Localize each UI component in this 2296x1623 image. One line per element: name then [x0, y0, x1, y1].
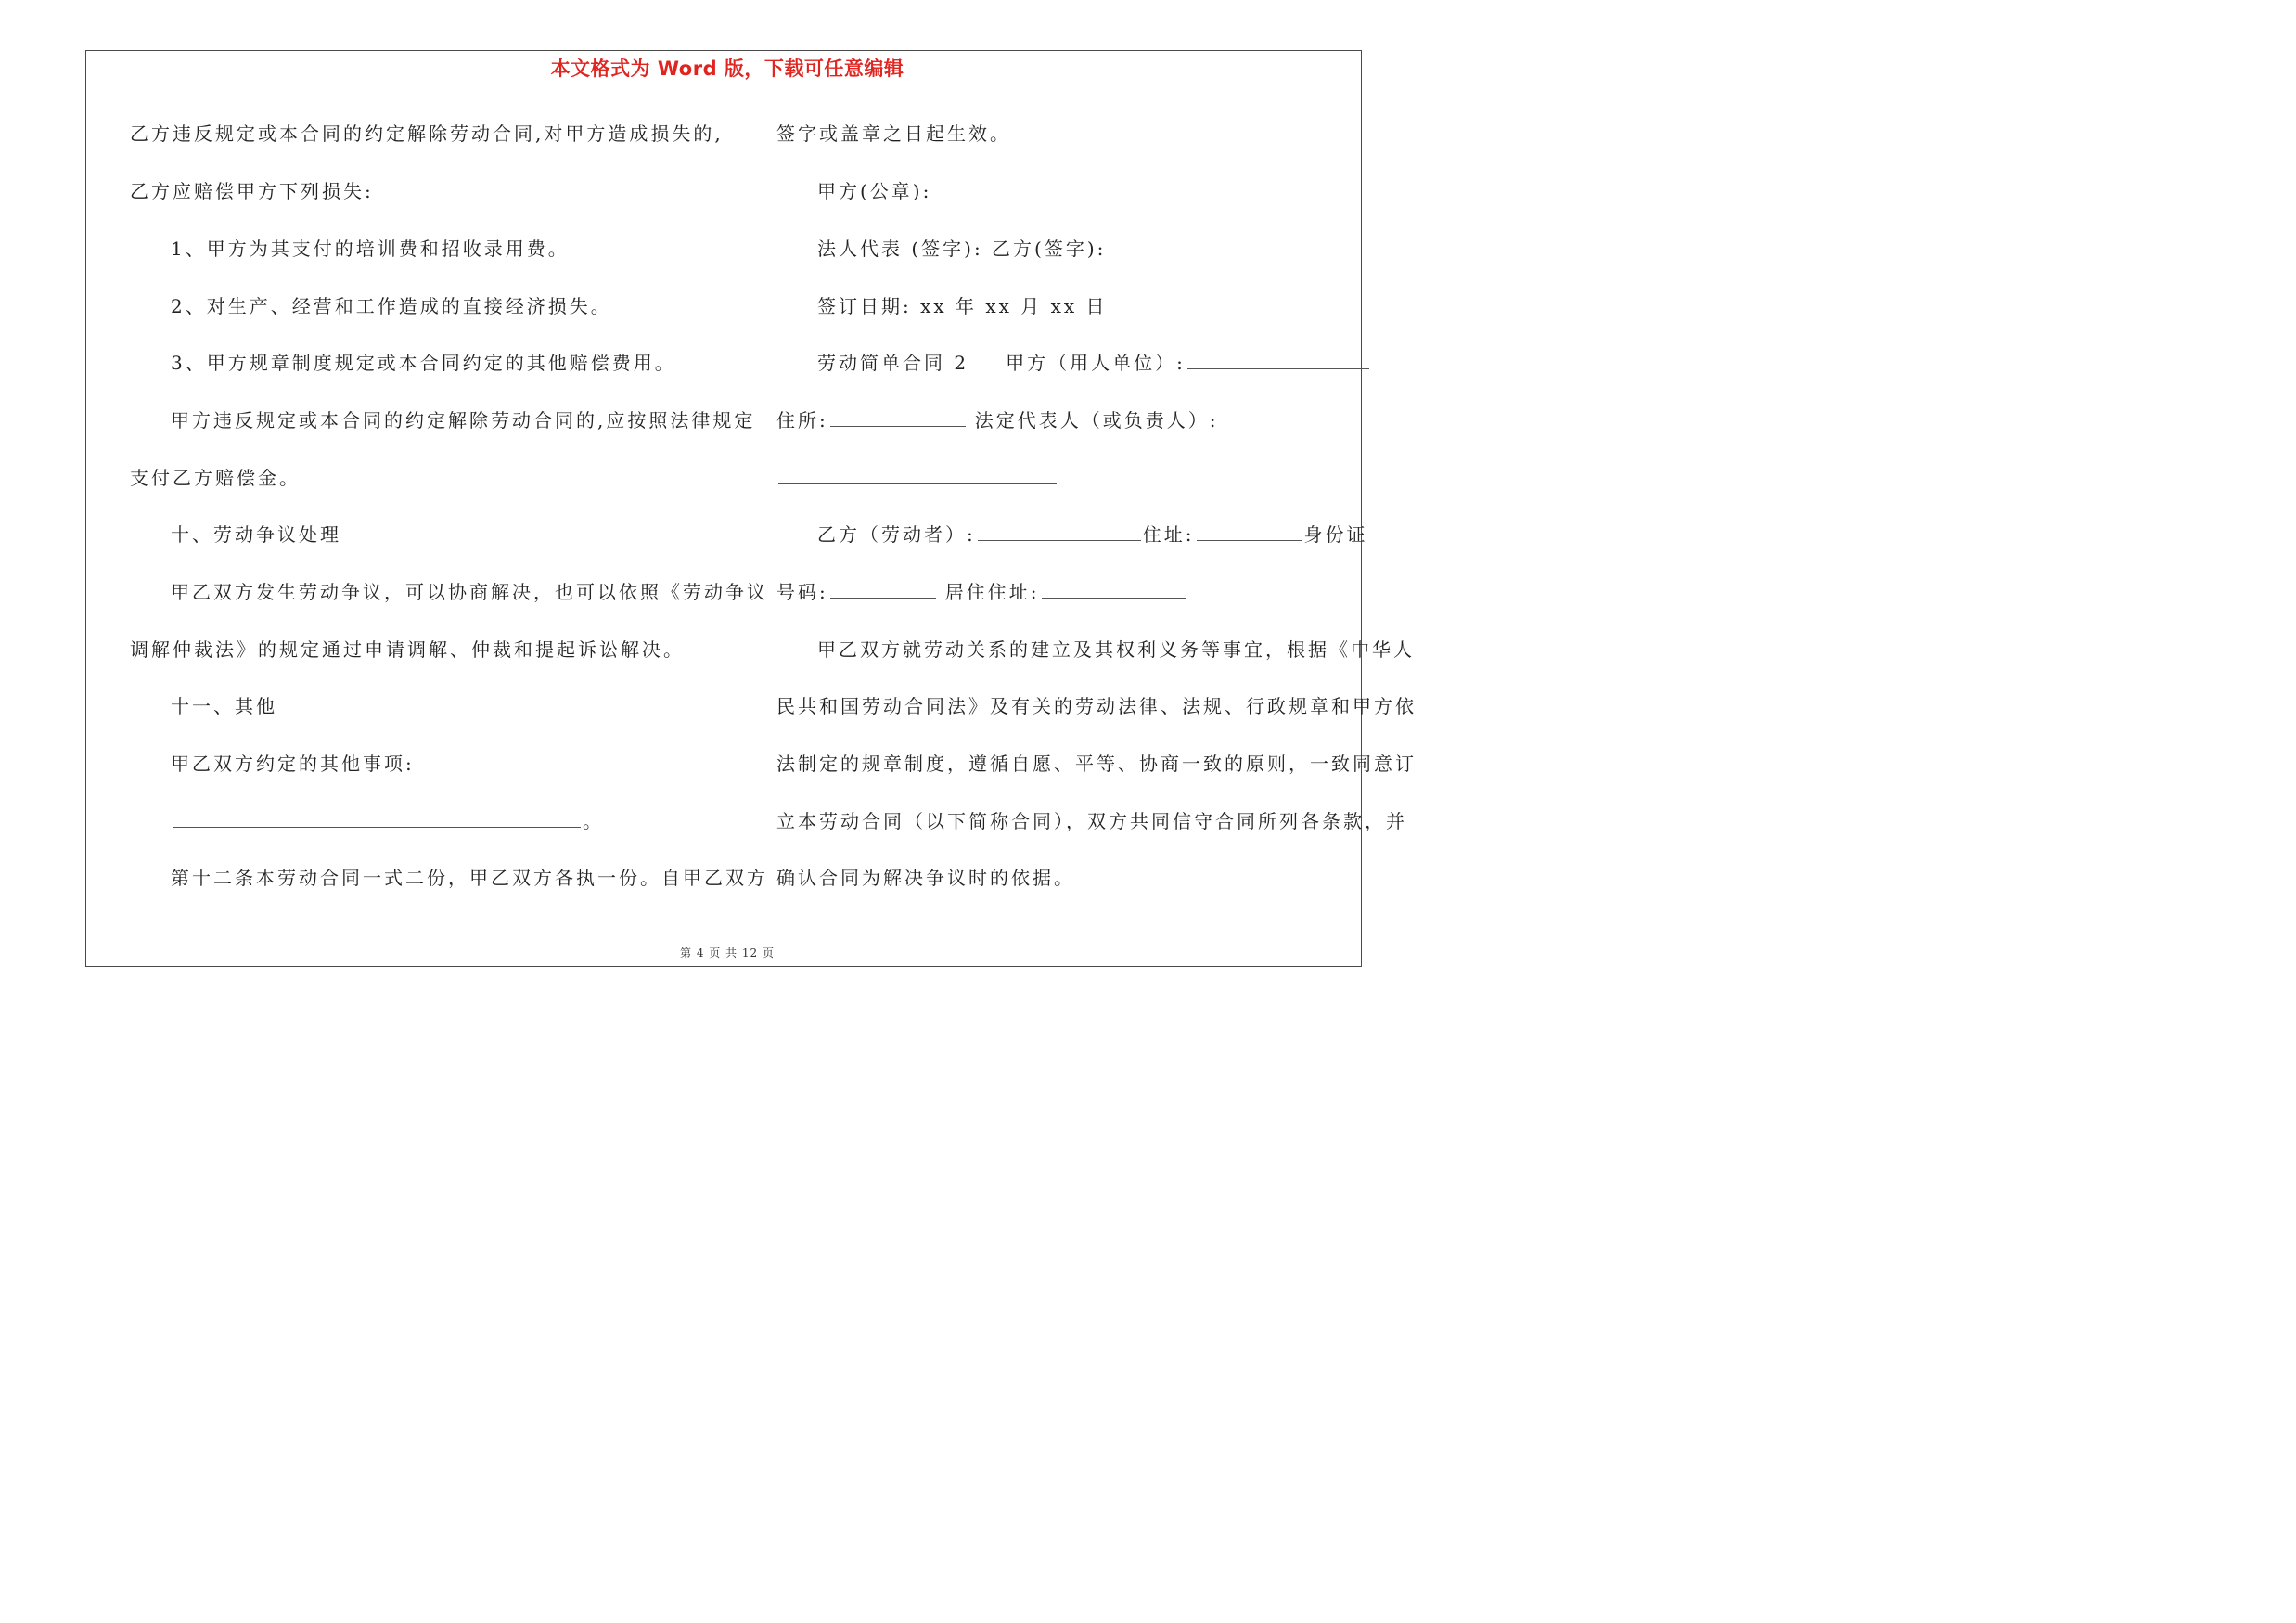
right-line-1: 签字或盖章之日起生效。: [776, 122, 1011, 145]
home-address-label: 居住住址:: [944, 581, 1040, 603]
right-line-2: 甲方(公章):: [817, 180, 932, 202]
party-a-blank[interactable]: [1187, 352, 1369, 369]
right-line-11: 民共和国劳动合同法》及有关的劳动法律、法规、行政规章和甲方依: [776, 695, 1417, 717]
right-line-12: 法制定的规章制度，遵循自愿、平等、协商一致的原则，一致同意订: [776, 753, 1417, 775]
contract-2-party-a-line: [817, 352, 1371, 374]
sign-date-line: 签订日期: xx 年 xx 月 xx 日: [817, 295, 1108, 317]
legal-rep-blank-line: [776, 467, 1058, 489]
left-line-1: 乙方违反规定或本合同的约定解除劳动合同,对甲方造成损失的,: [130, 122, 724, 145]
party-b-blank[interactable]: [978, 523, 1141, 541]
left-line-5: 3、甲方规章制度规定或本合同约定的其他赔偿费用。: [171, 352, 676, 374]
right-line-14: 确认合同为解决争议时的依据。: [776, 867, 1075, 889]
id-number-line: [776, 581, 1188, 603]
legal-rep-blank[interactable]: [778, 467, 1057, 484]
left-line-14: 第十二条本劳动合同一式二份，甲乙双方各执一份。自甲乙双方: [171, 867, 768, 889]
id-card-label: 身份证: [1303, 523, 1368, 546]
id-number-blank[interactable]: [830, 581, 936, 599]
format-notice-banner: 本文格式为 Word 版，下载可任意编辑: [550, 58, 904, 80]
legal-rep-label: 法定代表人（或负责人）:: [974, 409, 1219, 432]
contract-2-title: 劳动简单合同 2: [817, 352, 969, 374]
left-line-6: 甲方违反规定或本合同的约定解除劳动合同的,应按照法律规定: [171, 409, 756, 432]
left-line-10: 调解仲裁法》的规定通过申请调解、仲裁和提起诉讼解决。: [130, 638, 685, 661]
left-line-9: 甲乙双方发生劳动争议，可以协商解决，也可以依照《劳动争议: [171, 581, 768, 603]
right-line-10: 甲乙双方就劳动关系的建立及其权利义务等事宜，根据《中华人: [817, 638, 1415, 661]
section-heading-10: 十、劳动争议处理: [171, 523, 341, 546]
party-b-label: 乙方（劳动者）:: [817, 523, 976, 546]
other-matters-blank[interactable]: [173, 810, 581, 828]
page-number-footer: 第 4 页 共 12 页: [680, 947, 775, 960]
left-line-12: 甲乙双方约定的其他事项:: [171, 753, 415, 775]
id-number-label: 号码:: [776, 581, 828, 603]
party-a-label: 甲方（用人单位）:: [1006, 352, 1186, 374]
right-line-13: 立本劳动合同（以下简称合同），双方共同信守合同所列各条款，并: [776, 810, 1407, 832]
left-line-3: 1、甲方为其支付的培训费和招收录用费。: [171, 238, 570, 260]
left-line-7: 支付乙方赔偿金。: [130, 467, 301, 489]
left-line-2: 乙方应赔偿甲方下列损失:: [130, 180, 374, 202]
address-label: 住所:: [776, 409, 828, 432]
residence-blank[interactable]: [1197, 523, 1302, 541]
section-heading-11: 十一、其他: [171, 695, 277, 717]
right-line-3: 法人代表 (签字): 乙方(签字):: [817, 238, 1107, 260]
home-address-blank[interactable]: [1042, 581, 1186, 599]
residence-label: 住址:: [1142, 523, 1195, 546]
address-blank[interactable]: [830, 409, 966, 427]
address-rep-line: [776, 409, 1219, 432]
party-b-line: [817, 523, 1368, 546]
other-matters-blank-line: 。: [171, 810, 604, 832]
left-line-4: 2、对生产、经营和工作造成的直接经济损失。: [171, 295, 612, 317]
